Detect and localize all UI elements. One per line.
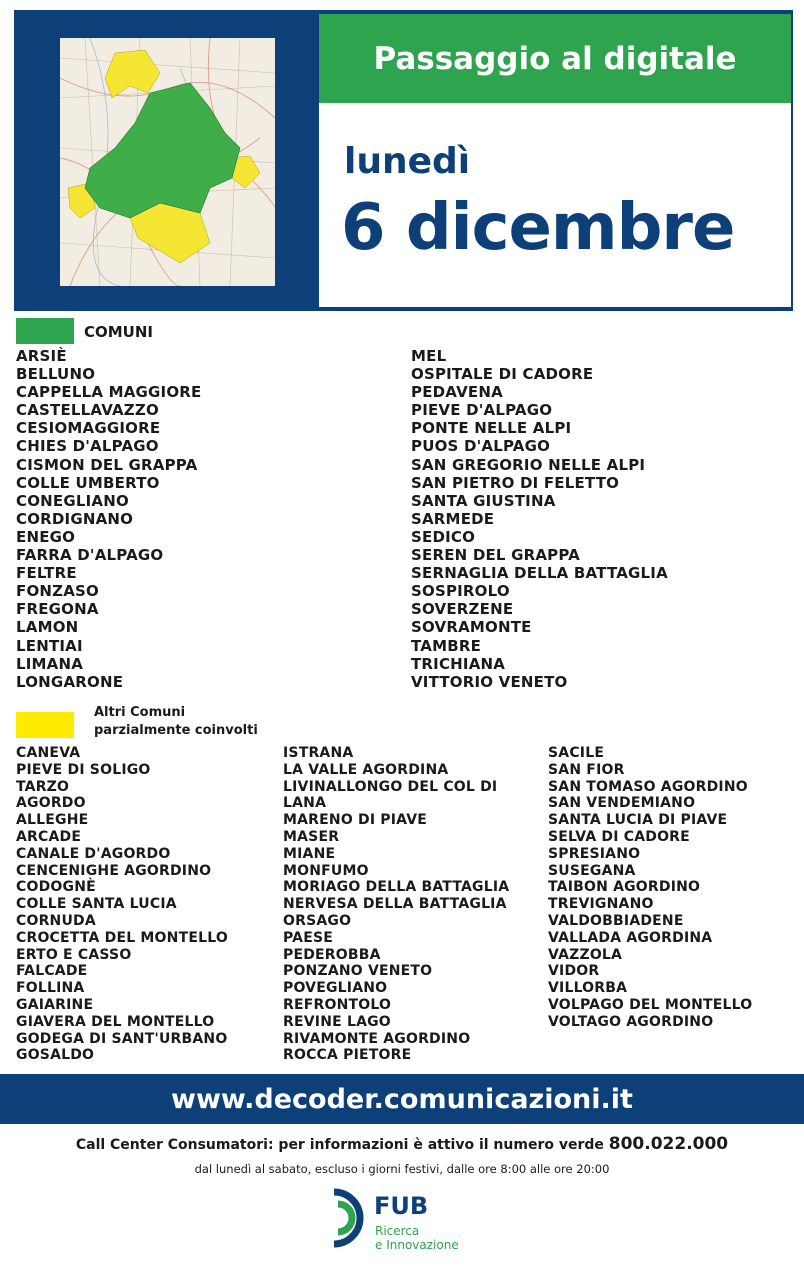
municipality-item: ERTO E CASSO xyxy=(16,946,132,963)
municipality-item: ORSAGO xyxy=(283,912,352,929)
altri-comuni-column-3 xyxy=(548,745,752,1031)
altri-comuni-column-1 xyxy=(16,745,228,1064)
municipality-item: ENEGO xyxy=(16,527,76,546)
municipality-item: CANALE D'AGORDO xyxy=(16,845,171,862)
municipality-item: SPRESIANO xyxy=(548,845,641,862)
municipality-item: FELTRE xyxy=(16,564,77,583)
municipality-item: CISMON DEL GRAPPA xyxy=(16,455,198,474)
date-panel xyxy=(319,103,791,307)
municipality-item: ISTRANA xyxy=(283,745,354,761)
municipality-item: VILLORBA xyxy=(548,980,628,997)
municipality-item: TARZO xyxy=(16,778,70,795)
municipality-item: FALCADE xyxy=(16,963,88,980)
municipality-item: VIDOR xyxy=(548,963,600,980)
fub-logo-name: FUB xyxy=(374,1192,429,1220)
municipality-item: SAN VENDEMIANO xyxy=(548,795,696,812)
municipality-item: RIVAMONTE AGORDINO xyxy=(283,1030,471,1047)
municipality-item: OSPITALE DI CADORE xyxy=(411,365,594,384)
altri-comuni-column-2 xyxy=(283,745,509,1064)
legend-swatch-yellow xyxy=(16,712,74,738)
municipality-item: LONGARONE xyxy=(16,672,124,691)
municipality-item: LA VALLE AGORDINA xyxy=(283,761,449,778)
fub-logo-subtitle-line2: e Innovazione xyxy=(375,1238,459,1252)
municipality-item: VOLPAGO DEL MONTELLO xyxy=(548,996,753,1013)
municipality-item: LENTIAI xyxy=(16,636,83,655)
municipality-item: MEL xyxy=(411,347,447,365)
website-url[interactable]: www.decoder.comunicazioni.it xyxy=(0,1074,804,1124)
municipality-item: POVEGLIANO xyxy=(283,980,388,997)
municipality-item: GOSALDO xyxy=(16,1047,95,1064)
municipality-item: CESIOMAGGIORE xyxy=(16,419,161,438)
municipality-item: CAPPELLA MAGGIORE xyxy=(16,383,202,402)
municipality-item: VALDOBBIADENE xyxy=(548,912,684,929)
municipality-item: SEDICO xyxy=(411,527,476,546)
page-title: Passaggio al digitale xyxy=(319,14,791,103)
municipality-item: SAN TOMASO AGORDINO xyxy=(548,778,748,795)
callcenter-info xyxy=(0,1134,804,1154)
comuni-column-2 xyxy=(411,347,668,691)
municipality-item: CONEGLIANO xyxy=(16,491,129,510)
municipality-item: CENCENIGHE AGORDINO xyxy=(16,862,212,879)
callcenter-hours: dal lunedì al sabato, escluso i giorni festivi, dalle ore 8:00 alle ore 20:00 xyxy=(194,1162,610,1176)
municipality-item: MONFUMO xyxy=(283,862,369,879)
municipality-item: CROCETTA DEL MONTELLO xyxy=(16,929,228,946)
municipality-item: PONZANO VENETO xyxy=(283,963,433,980)
legend-label-comuni: COMUNI xyxy=(84,323,154,341)
coverage-map xyxy=(60,38,275,286)
municipality-item: CANEVA xyxy=(16,745,81,761)
municipality-item: AGORDO xyxy=(16,795,86,812)
municipality-item: BELLUNO xyxy=(16,365,96,384)
municipality-item: SOSPIROLO xyxy=(411,582,510,601)
municipality-item: CASTELLAVAZZO xyxy=(16,401,159,420)
municipality-item: MARENO DI PIAVE xyxy=(283,812,428,829)
municipality-item: PIEVE D'ALPAGO xyxy=(411,401,553,420)
municipality-item: MASER xyxy=(283,828,340,845)
municipality-item: LIMANA xyxy=(16,654,84,673)
legend-label-altri-line2: parzialmente coinvolti xyxy=(94,723,258,738)
legend-swatch-green xyxy=(16,318,74,344)
municipality-item: VAZZOLA xyxy=(548,946,623,963)
fub-logo-subtitle-line1: Ricerca xyxy=(375,1224,420,1238)
municipality-item: TRICHIANA xyxy=(411,654,506,673)
municipality-item: SACILE xyxy=(548,745,605,761)
municipality-item: FREGONA xyxy=(16,600,99,619)
municipality-item: CORDIGNANO xyxy=(16,509,134,528)
municipality-item: PIEVE DI SOLIGO xyxy=(16,761,151,778)
municipality-item: VOLTAGO AGORDINO xyxy=(548,1013,714,1030)
comuni-column-1 xyxy=(16,347,202,691)
municipality-item: SARMEDE xyxy=(411,509,495,528)
municipality-item: CORNUDA xyxy=(16,912,96,929)
municipality-item: LAMON xyxy=(16,618,79,637)
municipality-item: LIVINALLONGO DEL COL DI xyxy=(283,778,498,795)
municipality-item: SAN PIETRO DI FELETTO xyxy=(411,473,620,492)
municipality-item: COLLE UMBERTO xyxy=(16,473,160,492)
legend-label-altri-line1: Altri Comuni xyxy=(94,705,186,720)
municipality-item: COLLE SANTA LUCIA xyxy=(16,896,177,913)
municipality-item: VITTORIO VENETO xyxy=(411,672,568,691)
municipality-item: SERNAGLIA DELLA BATTAGLIA xyxy=(411,564,668,583)
municipality-item: ALLEGHE xyxy=(16,812,89,829)
municipality-item: TAIBON AGORDINO xyxy=(548,879,701,896)
municipality-item: SELVA DI CADORE xyxy=(548,828,690,845)
municipality-item: REFRONTOLO xyxy=(283,996,392,1013)
fub-logo-subtitle xyxy=(375,1224,459,1252)
municipality-item: ROCCA PIETORE xyxy=(283,1047,412,1064)
municipality-item: FARRA D'ALPAGO xyxy=(16,546,164,565)
municipality-item: VALLADA AGORDINA xyxy=(548,929,713,946)
municipality-item: NERVESA DELLA BATTAGLIA xyxy=(283,896,507,913)
legend-label-altri-comuni xyxy=(94,704,258,740)
municipality-item: PEDAVENA xyxy=(411,383,503,402)
weekday-label: lunedì xyxy=(344,141,471,182)
municipality-item: TREVIGNANO xyxy=(548,896,654,913)
fub-logo xyxy=(330,1186,480,1256)
municipality-item: GAIARINE xyxy=(16,996,94,1013)
municipality-item: SOVRAMONTE xyxy=(411,618,532,637)
municipality-item: ARSIÈ xyxy=(16,347,67,365)
municipality-item: CODOGNÈ xyxy=(16,879,96,896)
municipality-item: GODEGA DI SANT'URBANO xyxy=(16,1030,228,1047)
municipality-item: REVINE LAGO xyxy=(283,1013,391,1030)
municipality-item: SAN FIOR xyxy=(548,761,625,778)
municipality-item: PONTE NELLE ALPI xyxy=(411,419,572,438)
callcenter-text: Call Center Consumatori: per informazioni è attivo il numero verde xyxy=(75,1137,609,1153)
municipality-item: SEREN DEL GRAPPA xyxy=(411,546,580,565)
coverage-map-image xyxy=(60,38,275,286)
municipality-item: SOVERZENE xyxy=(411,600,514,619)
municipality-item: SANTA LUCIA DI PIAVE xyxy=(548,812,728,829)
municipality-item: MORIAGO DELLA BATTAGLIA xyxy=(283,879,510,896)
municipality-item: PUOS D'ALPAGO xyxy=(411,437,551,456)
fub-logo-icon xyxy=(330,1186,374,1250)
municipality-item: FOLLINA xyxy=(16,980,85,997)
municipality-item: PAESE xyxy=(283,929,334,946)
municipality-item: GIAVERA DEL MONTELLO xyxy=(16,1013,215,1030)
municipality-item: FONZASO xyxy=(16,582,99,601)
municipality-item: LANA xyxy=(283,795,327,812)
municipality-item: SAN GREGORIO NELLE ALPI xyxy=(411,455,646,474)
switchover-date: 6 dicembre xyxy=(341,191,735,265)
municipality-item: PEDEROBBA xyxy=(283,946,381,963)
municipality-item: MIANE xyxy=(283,845,336,862)
municipality-item: TAMBRE xyxy=(411,636,482,655)
municipality-item: SANTA GIUSTINA xyxy=(411,491,556,510)
phone-number[interactable]: 800.022.000 xyxy=(608,1134,729,1154)
municipality-item: SUSEGANA xyxy=(548,862,636,879)
municipality-item: CHIES D'ALPAGO xyxy=(16,437,159,456)
municipality-item: ARCADE xyxy=(16,828,82,845)
